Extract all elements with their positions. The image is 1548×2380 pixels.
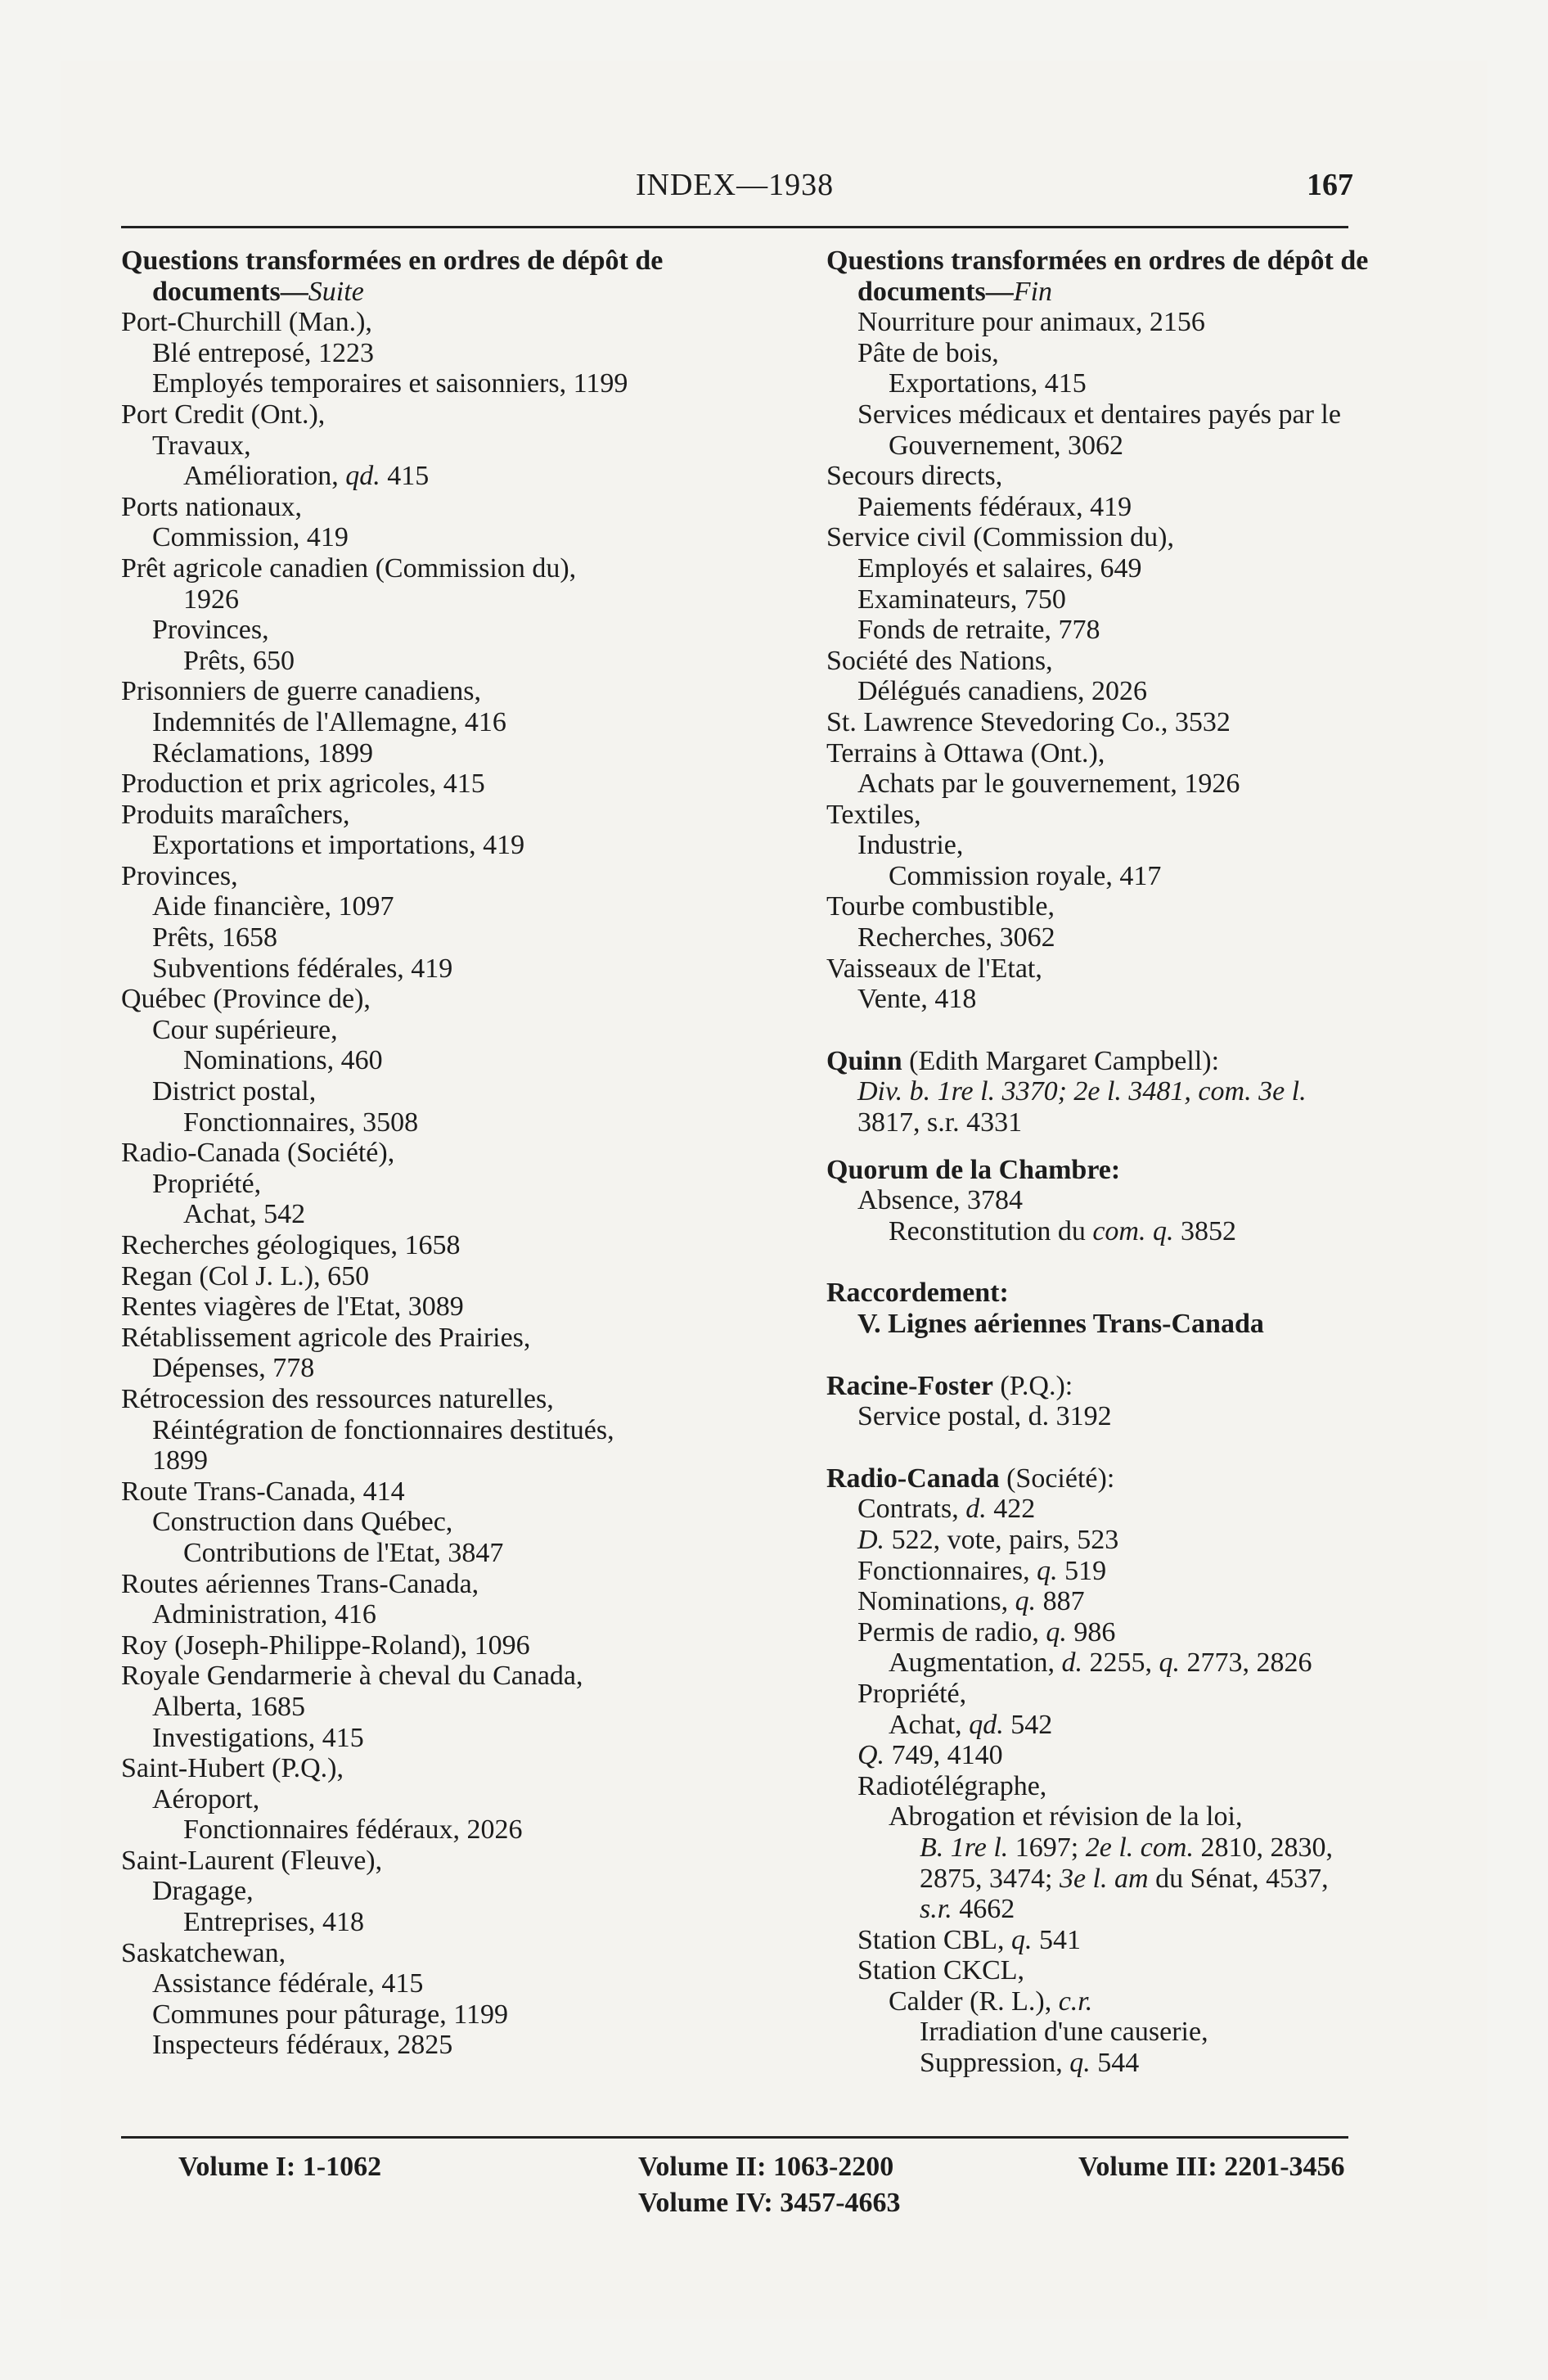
quorum-line-0: Absence, 3784 — [857, 1185, 1024, 1216]
page-number: 167 — [1307, 168, 1353, 202]
left-entry-31: Regan (Col J. L.), 650 — [121, 1260, 370, 1291]
left-entry-22: Québec (Province de), — [121, 984, 371, 1015]
left-entry-33: Rétablissement agricole des Prairies, — [121, 1322, 531, 1353]
left-entry-8: Prêt agricole canadien (Commission du), — [121, 552, 577, 584]
left-entry-48: Aéroport, — [152, 1783, 260, 1814]
left-column-heading: Questions transformées en ordres de dépôt de documents—Suite — [121, 246, 664, 307]
entry-quinn: Quinn (Edith Margaret Campbell): — [826, 1045, 1220, 1076]
radio-line-0: Contrats, d. 422 — [857, 1494, 1036, 1525]
left-entry-3: Port Credit (Ont.), — [121, 399, 326, 430]
right-entry-5: Paiements fédéraux, 419 — [857, 491, 1132, 522]
right-column — [826, 246, 1399, 2079]
left-entry-21: Subventions fédérales, 419 — [152, 953, 453, 984]
right-entry-18: Tourbe combustible, — [826, 891, 1055, 922]
footer-volume-3: Volume III: 2201-3456 — [1078, 2152, 1345, 2182]
footer-volume-4: Volume IV: 3457-4663 — [638, 2188, 901, 2218]
right-entry-17: Commission royale, 417 — [889, 860, 1162, 891]
left-entry-56: Inspecteurs fédéraux, 2825 — [152, 2030, 453, 2061]
radio-line-4: Permis de radio, q. 986 — [857, 1616, 1116, 1648]
right-entry-8: Examinateurs, 750 — [857, 584, 1066, 615]
left-entry-28: Propriété, — [152, 1168, 262, 1199]
left-entry-43: Roy (Joseph-Philippe-Roland), 1096 — [121, 1629, 530, 1661]
right-entry-11: Délégués canadiens, 2026 — [857, 676, 1148, 707]
right-entry-0: Nourriture pour animaux, 2156 — [857, 307, 1205, 338]
left-entry-41: Routes aériennes Trans-Canada, — [121, 1568, 479, 1599]
entry-radio-canada: Radio-Canada (Société): — [826, 1463, 1115, 1494]
radio-line-18: Suppression, q. 544 — [920, 2048, 1140, 2079]
radio-line-1: D. 522, vote, pairs, 523 — [857, 1524, 1119, 1555]
left-entry-14: Réclamations, 1899 — [152, 737, 374, 769]
right-entry-9: Fonds de retraite, 778 — [857, 615, 1100, 646]
radio-line-6: Propriété, — [857, 1678, 967, 1709]
left-entry-35: Rétrocession des ressources naturelles, — [121, 1383, 554, 1414]
entry-racine-foster: Racine-Foster (P.Q.): — [826, 1370, 1073, 1401]
left-entry-25: District postal, — [152, 1076, 317, 1107]
footer-volume-1: Volume I: 1-1062 — [178, 2152, 382, 2182]
left-entry-36: Réintégration de fonctionnaires destitués, — [152, 1414, 614, 1445]
left-entry-2: Employés temporaires et saisonniers, 1199 — [152, 368, 628, 399]
left-entry-32: Rentes viagères de l'Etat, 3089 — [121, 1291, 464, 1323]
left-entry-49: Fonctionnaires fédéraux, 2026 — [183, 1814, 523, 1846]
left-entry-44: Royale Gendarmerie à cheval du Canada, — [121, 1661, 583, 1692]
left-entry-11: Prêts, 650 — [183, 645, 295, 676]
entry-quinn-line3: 3817, s.r. 4331 — [857, 1107, 1023, 1138]
entry-raccordement: Raccordement: — [826, 1278, 1009, 1309]
radio-line-16: Calder (R. L.), c.r. — [889, 1986, 1093, 2017]
left-entry-10: Provinces, — [152, 615, 269, 646]
left-entry-26: Fonctionnaires, 3508 — [183, 1107, 419, 1138]
radio-line-5: Augmentation, d. 2255, q. 2773, 2826 — [889, 1648, 1312, 1679]
left-entry-24: Nominations, 460 — [183, 1045, 383, 1076]
radio-canada-lines — [826, 1494, 1399, 2078]
left-entry-1: Blé entreposé, 1223 — [152, 337, 374, 368]
left-entry-39: Construction dans Québec, — [152, 1507, 453, 1538]
left-entry-46: Investigations, 415 — [152, 1722, 364, 1753]
left-entry-27: Radio-Canada (Société), — [121, 1138, 395, 1169]
left-entry-12: Prisonniers de guerre canadiens, — [121, 676, 481, 707]
entry-quinn-line2: Div. b. 1re l. 3370; 2e l. 3481, com. 3e l. — [857, 1076, 1307, 1107]
right-entry-12: St. Lawrence Stevedoring Co., 3532 — [826, 706, 1231, 737]
racine-line: Service postal, d. 3192 — [857, 1401, 1112, 1432]
right-entry-2: Exportations, 415 — [889, 368, 1087, 399]
left-entry-5: Amélioration, qd. 415 — [183, 461, 430, 492]
left-entry-52: Entreprises, 418 — [183, 1907, 364, 1938]
radio-line-13: s.r. 4662 — [920, 1894, 1015, 1925]
right-entry-6: Service civil (Commission du), — [826, 522, 1174, 553]
left-entry-34: Dépenses, 778 — [152, 1353, 315, 1384]
right-entry-15: Textiles, — [826, 799, 921, 830]
radio-line-3: Nominations, q. 887 — [857, 1586, 1085, 1617]
left-entry-19: Aide financière, 1097 — [152, 891, 394, 922]
quorum-lines — [826, 1185, 1399, 1246]
right-entry-19: Recherches, 3062 — [857, 922, 1055, 953]
left-entry-40: Contributions de l'Etat, 3847 — [183, 1537, 504, 1568]
left-entry-0: Port-Churchill (Man.), — [121, 307, 372, 338]
right-entry-7: Employés et salaires, 649 — [857, 552, 1142, 584]
right-entry-list — [826, 307, 1399, 1015]
footer-volume-2: Volume II: 1063-2200 — [638, 2152, 894, 2182]
left-entry-54: Assistance fédérale, 415 — [152, 1968, 424, 1999]
left-entry-9: 1926 — [183, 584, 239, 615]
left-entry-20: Prêts, 1658 — [152, 922, 277, 953]
right-entry-3: Services médicaux et dentaires payés par le Gouvernement, 3062 — [857, 399, 1341, 461]
entry-quorum: Quorum de la Chambre: — [826, 1154, 1121, 1185]
left-column — [121, 246, 727, 2061]
radio-line-8: Q. 749, 4140 — [857, 1740, 1003, 1771]
radio-line-11: B. 1re l. 1697; 2e l. com. 2810, 2830, — [920, 1832, 1333, 1863]
right-entry-10: Société des Nations, — [826, 645, 1053, 676]
running-title: INDEX—1938 — [635, 168, 835, 202]
footer-rule — [121, 2136, 1348, 2139]
left-entry-38: Route Trans-Canada, 414 — [121, 1476, 405, 1507]
right-entry-13: Terrains à Ottawa (Ont.), — [826, 737, 1105, 769]
running-header — [121, 160, 1353, 210]
left-entry-13: Indemnités de l'Allemagne, 416 — [152, 706, 506, 737]
radio-line-2: Fonctionnaires, q. 519 — [857, 1555, 1107, 1586]
radio-line-17: Irradiation d'une causerie, — [920, 2017, 1208, 2048]
radio-line-10: Abrogation et révision de la loi, — [889, 1801, 1243, 1832]
left-entry-4: Travaux, — [152, 430, 251, 461]
left-entry-37: 1899 — [152, 1445, 208, 1476]
right-entry-14: Achats par le gouvernement, 1926 — [857, 769, 1240, 800]
right-entry-16: Industrie, — [857, 830, 964, 861]
left-entry-53: Saskatchewan, — [121, 1937, 286, 1968]
left-entry-55: Communes pour pâturage, 1199 — [152, 1999, 508, 2030]
left-entry-29: Achat, 542 — [183, 1199, 306, 1230]
raccordement-line: V. Lignes aériennes Trans-Canada — [857, 1309, 1264, 1339]
radio-line-14: Station CBL, q. 541 — [857, 1924, 1081, 1955]
left-entry-23: Cour supérieure, — [152, 1014, 338, 1045]
left-entry-17: Exportations et importations, 419 — [152, 830, 525, 861]
right-entry-21: Vente, 418 — [857, 984, 977, 1015]
left-entry-42: Administration, 416 — [152, 1599, 376, 1630]
radio-line-15: Station CKCL, — [857, 1955, 1025, 1986]
left-entry-list — [121, 307, 727, 2061]
left-entry-16: Produits maraîchers, — [121, 799, 350, 830]
quorum-line-1: Reconstitution du com. q. 3852 — [889, 1215, 1236, 1246]
radio-line-7: Achat, qd. 542 — [889, 1709, 1053, 1740]
left-entry-30: Recherches géologiques, 1658 — [121, 1230, 461, 1260]
left-entry-47: Saint-Hubert (P.Q.), — [121, 1753, 344, 1784]
header-rule — [121, 226, 1348, 228]
left-entry-15: Production et prix agricoles, 415 — [121, 769, 485, 800]
left-entry-51: Dragage, — [152, 1876, 254, 1907]
left-entry-50: Saint-Laurent (Fleuve), — [121, 1845, 383, 1876]
left-entry-6: Ports nationaux, — [121, 491, 302, 522]
right-entry-1: Pâte de bois, — [857, 337, 999, 368]
right-column-heading: Questions transformées en ordres de dépôt de documents—Fin — [826, 246, 1369, 307]
right-entry-4: Secours directs, — [826, 461, 1003, 492]
radio-line-9: Radiotélégraphe, — [857, 1770, 1047, 1801]
radio-line-12: 2875, 3474; 3e l. am du Sénat, 4537, — [920, 1863, 1329, 1894]
left-entry-7: Commission, 419 — [152, 522, 349, 553]
right-entry-20: Vaisseaux de l'Etat, — [826, 953, 1042, 984]
left-entry-45: Alberta, 1685 — [152, 1691, 305, 1722]
left-entry-18: Provinces, — [121, 860, 238, 891]
